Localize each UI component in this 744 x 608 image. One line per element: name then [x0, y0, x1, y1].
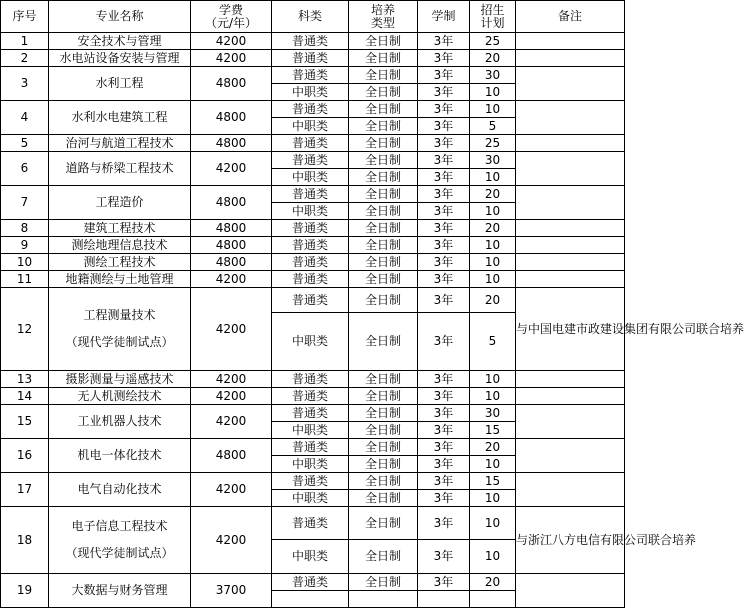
seq-cell: 5 — [1, 135, 49, 152]
seq-cell: 4 — [1, 101, 49, 135]
category-cell: 中职类 — [272, 313, 349, 371]
seq-cell: 19 — [1, 574, 49, 608]
fee-cell: 4200 — [191, 33, 272, 50]
fee-cell: 4800 — [191, 237, 272, 254]
fee-cell: 4200 — [191, 50, 272, 67]
remark-cell — [516, 135, 625, 152]
duration-cell: 3年 — [418, 371, 470, 388]
remark-cell — [516, 33, 625, 50]
mode-cell: 全日制 — [349, 33, 418, 50]
table-row — [1, 507, 625, 540]
category-cell: 普通类 — [272, 371, 349, 388]
plan-cell: 5 — [470, 118, 516, 135]
major-note: （现代学徒制试点） — [65, 546, 174, 560]
plan-cell: 10 — [470, 203, 516, 220]
remark-cell — [516, 574, 625, 608]
fee-cell: 4200 — [191, 405, 272, 439]
major-name-cell — [49, 371, 191, 388]
mode-cell: 全日制 — [349, 388, 418, 405]
remark-cell: 与浙江八方电信有限公司联合培养 — [516, 507, 625, 574]
major-name: 道路与桥梁工程技术 — [65, 161, 174, 175]
major-name-cell — [49, 33, 191, 50]
seq-cell: 18 — [1, 507, 49, 574]
mode-cell: 全日制 — [349, 288, 418, 313]
category-cell: 中职类 — [272, 490, 349, 507]
mode-cell: 全日制 — [349, 507, 418, 540]
table-row — [1, 254, 625, 271]
remark-cell — [516, 67, 625, 101]
table-row — [1, 237, 625, 254]
major-name-cell — [49, 405, 191, 439]
header-plan-line2: 计划 — [480, 15, 505, 30]
major-note: （现代学徒制试点） — [65, 335, 174, 349]
plan-cell: 10 — [470, 237, 516, 254]
table-row — [1, 33, 625, 50]
remark-cell — [516, 186, 625, 220]
plan-cell: 15 — [470, 422, 516, 439]
duration-cell: 3年 — [418, 33, 470, 50]
major-name-cell — [49, 220, 191, 237]
major-name-cell — [49, 507, 191, 574]
plan-cell: 10 — [470, 84, 516, 101]
duration-cell: 3年 — [418, 118, 470, 135]
duration-cell: 3年 — [418, 507, 470, 540]
fee-cell: 4200 — [191, 473, 272, 507]
major-name: 机电一体化技术 — [77, 448, 162, 462]
duration-cell: 3年 — [418, 101, 470, 118]
duration-cell: 3年 — [418, 135, 470, 152]
major-name: 电气自动化技术 — [77, 482, 162, 496]
plan-cell — [470, 591, 516, 608]
major-name-cell — [49, 135, 191, 152]
major-name: 地籍测绘与土地管理 — [65, 271, 174, 286]
duration-cell: 3年 — [418, 169, 470, 186]
remark-cell: 与中国电建市政建设集团有限公司联合培养 — [516, 288, 625, 371]
mode-cell: 全日制 — [349, 152, 418, 169]
table-row — [1, 135, 625, 152]
table-row — [1, 439, 625, 456]
seq-cell: 2 — [1, 50, 49, 67]
seq-cell: 3 — [1, 67, 49, 101]
major-name-cell — [49, 67, 191, 101]
major-name-cell — [49, 237, 191, 254]
major-name-cell — [49, 50, 191, 67]
category-cell: 普通类 — [272, 101, 349, 118]
header-row — [1, 1, 625, 33]
plan-cell: 20 — [470, 220, 516, 237]
major-name: 工业机器人技术 — [77, 414, 162, 428]
duration-cell: 3年 — [418, 490, 470, 507]
table-row — [1, 371, 625, 388]
mode-cell: 全日制 — [349, 101, 418, 118]
header-major: 专业名称 — [49, 1, 191, 33]
remark-cell — [516, 254, 625, 271]
duration-cell: 3年 — [418, 271, 470, 288]
major-name-cell — [49, 152, 191, 186]
fee-cell: 4800 — [191, 439, 272, 473]
major-name: 摄影测量与遥感技术 — [65, 371, 174, 386]
mode-cell: 全日制 — [349, 203, 418, 220]
category-cell: 普通类 — [272, 33, 349, 50]
duration-cell: 3年 — [418, 203, 470, 220]
major-name: 工程测量技术 — [83, 308, 156, 322]
table-body — [1, 33, 744, 608]
duration-cell: 3年 — [418, 254, 470, 271]
plan-cell: 10 — [470, 169, 516, 186]
fee-cell: 4800 — [191, 254, 272, 271]
duration-cell: 3年 — [418, 388, 470, 405]
mode-cell: 全日制 — [349, 271, 418, 288]
major-name-cell — [49, 254, 191, 271]
mode-cell: 全日制 — [349, 50, 418, 67]
category-cell: 普通类 — [272, 50, 349, 67]
header-plan-line1: 招生 — [480, 2, 505, 17]
duration-cell: 3年 — [418, 288, 470, 313]
plan-cell: 10 — [470, 388, 516, 405]
seq-cell: 8 — [1, 220, 49, 237]
duration-cell: 3年 — [418, 313, 470, 371]
table-row — [1, 388, 625, 405]
plan-cell: 10 — [470, 271, 516, 288]
fee-cell: 4200 — [191, 288, 272, 371]
plan-cell: 25 — [470, 33, 516, 50]
plan-cell: 30 — [470, 405, 516, 422]
mode-cell: 全日制 — [349, 186, 418, 203]
duration-cell: 3年 — [418, 152, 470, 169]
seq-cell: 14 — [1, 388, 49, 405]
plan-cell: 10 — [470, 371, 516, 388]
header-fee — [191, 1, 272, 33]
table-row — [1, 152, 625, 169]
mode-cell: 全日制 — [349, 371, 418, 388]
header-mode-line1: 培养 — [370, 2, 395, 17]
mode-cell: 全日制 — [349, 67, 418, 84]
mode-cell: 全日制 — [349, 422, 418, 439]
category-cell: 中职类 — [272, 118, 349, 135]
remark-cell — [516, 220, 625, 237]
fee-cell: 4200 — [191, 388, 272, 405]
mode-cell: 全日制 — [349, 456, 418, 473]
header-fee-line1: 学费 — [218, 2, 243, 17]
mode-cell: 全日制 — [349, 169, 418, 186]
fee-cell: 4200 — [191, 152, 272, 186]
header-category: 科类 — [272, 1, 349, 33]
mode-cell: 全日制 — [349, 118, 418, 135]
seq-cell: 16 — [1, 439, 49, 473]
header-plan — [470, 1, 516, 33]
plan-cell: 15 — [470, 473, 516, 490]
header-remark: 备注 — [516, 1, 625, 33]
header-duration: 学制 — [418, 1, 470, 33]
duration-cell: 3年 — [418, 186, 470, 203]
fee-cell: 4800 — [191, 101, 272, 135]
seq-cell: 9 — [1, 237, 49, 254]
major-name-cell — [49, 271, 191, 288]
major-name: 测绘地理信息技术 — [71, 237, 168, 252]
major-name-cell — [49, 101, 191, 135]
remark-cell — [516, 271, 625, 288]
header-fee-line2: （元/年） — [204, 15, 258, 30]
major-name: 电子信息工程技术 — [71, 519, 168, 533]
seq-cell: 10 — [1, 254, 49, 271]
plan-cell: 10 — [470, 490, 516, 507]
fee-cell: 4200 — [191, 271, 272, 288]
remark-cell — [516, 152, 625, 186]
duration-cell: 3年 — [418, 439, 470, 456]
duration-cell: 3年 — [418, 84, 470, 101]
table-row — [1, 67, 625, 84]
category-cell: 中职类 — [272, 456, 349, 473]
table-row — [1, 405, 625, 422]
plan-cell: 25 — [470, 135, 516, 152]
table-row — [1, 288, 625, 313]
major-name: 大数据与财务管理 — [71, 583, 168, 597]
plan-cell: 30 — [470, 67, 516, 84]
remark-cell — [516, 388, 625, 405]
category-cell: 普通类 — [272, 135, 349, 152]
major-name: 水电站设备安装与管理 — [59, 50, 180, 65]
fee-cell: 4200 — [191, 371, 272, 388]
plan-cell: 20 — [470, 574, 516, 591]
category-cell: 中职类 — [272, 84, 349, 101]
duration-cell: 3年 — [418, 540, 470, 574]
category-cell: 普通类 — [272, 237, 349, 254]
major-name: 水利工程 — [95, 76, 144, 90]
mode-cell: 全日制 — [349, 439, 418, 456]
plan-cell: 20 — [470, 288, 516, 313]
plan-cell: 10 — [470, 254, 516, 271]
category-cell: 中职类 — [272, 422, 349, 439]
plan-cell: 30 — [470, 152, 516, 169]
duration-cell: 3年 — [418, 50, 470, 67]
fee-cell: 4800 — [191, 135, 272, 152]
table-row — [1, 186, 625, 203]
table-row — [1, 50, 625, 67]
plan-cell: 5 — [470, 313, 516, 371]
remark-cell — [516, 405, 625, 439]
remark-cell — [516, 237, 625, 254]
category-cell: 中职类 — [272, 203, 349, 220]
plan-cell: 20 — [470, 50, 516, 67]
remark-cell — [516, 439, 625, 473]
category-cell: 普通类 — [272, 271, 349, 288]
mode-cell — [349, 591, 418, 608]
seq-cell: 17 — [1, 473, 49, 507]
fee-cell: 4800 — [191, 220, 272, 237]
plan-cell: 10 — [470, 540, 516, 574]
table-row — [1, 101, 625, 118]
seq-cell: 13 — [1, 371, 49, 388]
category-cell: 普通类 — [272, 152, 349, 169]
header-mode — [349, 1, 418, 33]
major-name: 水利水电建筑工程 — [71, 110, 168, 124]
remark-cell — [516, 371, 625, 388]
major-name-cell — [49, 288, 191, 371]
duration-cell — [418, 591, 470, 608]
category-cell: 普通类 — [272, 67, 349, 84]
category-cell — [272, 591, 349, 608]
major-name: 建筑工程技术 — [83, 220, 156, 235]
category-cell: 中职类 — [272, 540, 349, 574]
category-cell: 普通类 — [272, 473, 349, 490]
duration-cell: 3年 — [418, 574, 470, 591]
plan-cell: 10 — [470, 456, 516, 473]
remark-cell — [516, 101, 625, 135]
duration-cell: 3年 — [418, 405, 470, 422]
seq-cell: 12 — [1, 288, 49, 371]
mode-cell: 全日制 — [349, 313, 418, 371]
table-row — [1, 220, 625, 237]
major-name-cell — [49, 439, 191, 473]
category-cell: 普通类 — [272, 288, 349, 313]
mode-cell: 全日制 — [349, 540, 418, 574]
seq-cell: 15 — [1, 405, 49, 439]
duration-cell: 3年 — [418, 67, 470, 84]
duration-cell: 3年 — [418, 220, 470, 237]
duration-cell: 3年 — [418, 456, 470, 473]
mode-cell: 全日制 — [349, 220, 418, 237]
seq-cell: 11 — [1, 271, 49, 288]
mode-cell: 全日制 — [349, 237, 418, 254]
category-cell: 普通类 — [272, 186, 349, 203]
seq-cell: 6 — [1, 152, 49, 186]
mode-cell: 全日制 — [349, 405, 418, 422]
category-cell: 普通类 — [272, 254, 349, 271]
category-cell: 普通类 — [272, 388, 349, 405]
mode-cell: 全日制 — [349, 473, 418, 490]
major-name-cell — [49, 473, 191, 507]
category-cell: 普通类 — [272, 507, 349, 540]
major-name-cell — [49, 186, 191, 220]
major-name-cell — [49, 388, 191, 405]
duration-cell: 3年 — [418, 422, 470, 439]
mode-cell: 全日制 — [349, 135, 418, 152]
major-name: 安全技术与管理 — [77, 33, 162, 48]
table-row — [1, 271, 625, 288]
category-cell: 普通类 — [272, 405, 349, 422]
plan-cell: 20 — [470, 186, 516, 203]
category-cell: 普通类 — [272, 574, 349, 591]
major-name: 无人机测绘技术 — [77, 388, 162, 403]
fee-cell: 4800 — [191, 186, 272, 220]
major-name-cell — [49, 574, 191, 608]
fee-cell: 4200 — [191, 507, 272, 574]
major-name: 治河与航道工程技术 — [65, 135, 174, 150]
major-name: 工程造价 — [95, 195, 144, 209]
table-row — [1, 574, 625, 591]
fee-cell: 3700 — [191, 574, 272, 608]
mode-cell: 全日制 — [349, 490, 418, 507]
remark-cell — [516, 50, 625, 67]
major-name: 测绘工程技术 — [83, 254, 156, 269]
seq-cell: 7 — [1, 186, 49, 220]
remark-cell — [516, 473, 625, 507]
header-mode-line2: 类型 — [370, 15, 395, 30]
header-seq: 序号 — [1, 1, 49, 33]
plan-cell: 20 — [470, 439, 516, 456]
category-cell: 普通类 — [272, 220, 349, 237]
mode-cell: 全日制 — [349, 84, 418, 101]
duration-cell: 3年 — [418, 237, 470, 254]
mode-cell: 全日制 — [349, 254, 418, 271]
plan-cell: 10 — [470, 507, 516, 540]
category-cell: 普通类 — [272, 439, 349, 456]
plan-cell: 10 — [470, 101, 516, 118]
duration-cell: 3年 — [418, 473, 470, 490]
mode-cell: 全日制 — [349, 574, 418, 591]
fee-cell: 4800 — [191, 67, 272, 101]
seq-cell: 1 — [1, 33, 49, 50]
category-cell: 中职类 — [272, 169, 349, 186]
table-row — [1, 473, 625, 490]
